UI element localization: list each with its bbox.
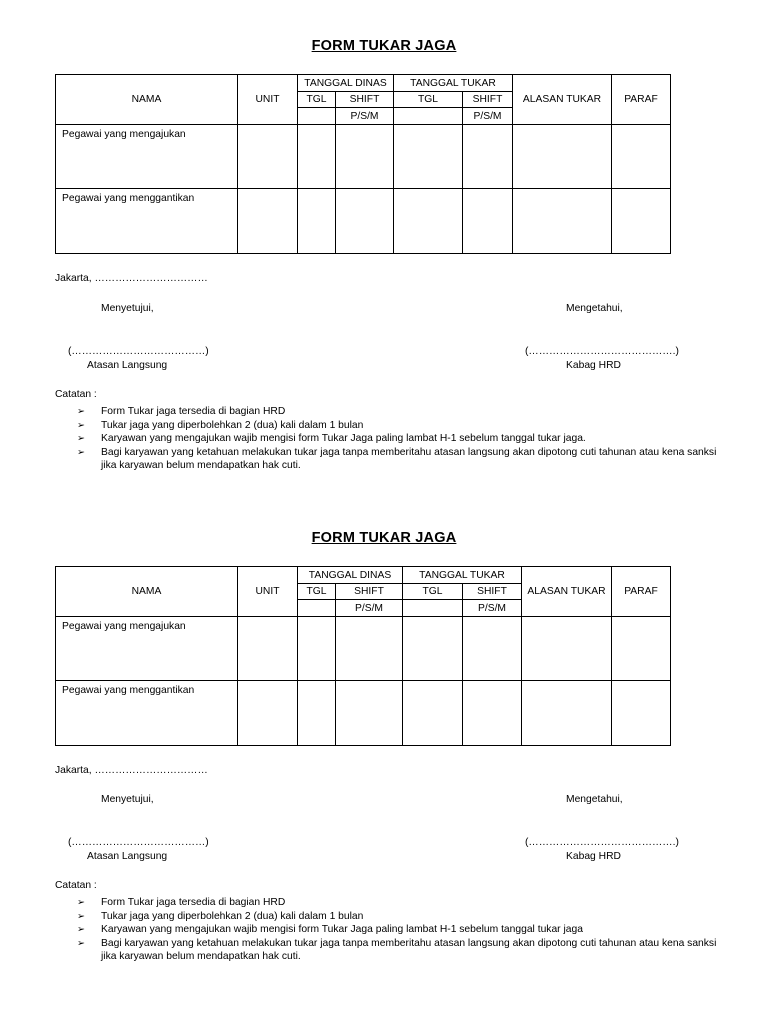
arrow-bullet-icon: ➢: [77, 433, 85, 444]
alasan-cell[interactable]: [522, 681, 612, 746]
shift-tukar-cell[interactable]: [463, 125, 513, 189]
header-nama: NAMA: [56, 75, 238, 125]
shift-dinas-cell[interactable]: [336, 617, 403, 681]
header-alasan-tukar: ALASAN TUKAR: [513, 75, 612, 125]
header-nama: NAMA: [56, 567, 238, 617]
alasan-cell[interactable]: [513, 125, 612, 189]
list-item: ➢ Karyawan yang mengajukan wajib mengisi form Tukar Jaga paling lambat H-1 sebelum tanggal tukar jaga.: [77, 433, 586, 444]
list-item: ➢ Form Tukar jaga tersedia di bagian HRD: [77, 406, 286, 417]
list-item: ➢ Karyawan yang mengajukan wajib mengisi form Tukar Jaga paling lambat H-1 sebelum tanggal tukar jaga: [77, 924, 583, 935]
alasan-cell[interactable]: [522, 617, 612, 681]
tgl-dinas-cell[interactable]: [298, 125, 336, 189]
arrow-bullet-icon: ➢: [77, 446, 85, 458]
alasan-cell[interactable]: [513, 189, 612, 254]
shift-tukar-cell[interactable]: [463, 189, 513, 254]
unit-cell[interactable]: [238, 681, 298, 746]
signer-role-left: Atasan Langsung: [87, 851, 168, 862]
header-psm-tukar: P/S/M: [463, 600, 522, 617]
list-item: ➢ Form Tukar jaga tersedia di bagian HRD: [77, 897, 286, 908]
header-tgl-dinas: TGL: [298, 584, 336, 600]
tgl-tukar-cell[interactable]: [403, 681, 463, 746]
unit-cell[interactable]: [238, 125, 298, 189]
shift-tukar-cell[interactable]: [463, 617, 522, 681]
header-tgl-tukar: TGL: [403, 584, 463, 600]
arrow-bullet-icon: ➢: [77, 406, 85, 417]
tgl-dinas-cell[interactable]: [298, 681, 336, 746]
header-paraf: PARAF: [612, 75, 671, 125]
place-date-line: Jakarta, ……………………………: [55, 273, 208, 284]
notes-title: Catatan :: [55, 389, 97, 400]
tgl-tukar-cell[interactable]: [403, 617, 463, 681]
paraf-cell[interactable]: [612, 189, 671, 254]
header-tanggal-tukar: TANGGAL TUKAR: [394, 75, 513, 92]
shift-tukar-cell[interactable]: [463, 681, 522, 746]
paraf-cell[interactable]: [612, 125, 671, 189]
row-label-menggantikan: Pegawai yang menggantikan: [56, 189, 238, 254]
form-section-1: [0, 38, 768, 530]
header-alasan-tukar: ALASAN TUKAR: [522, 567, 612, 617]
empty-cell: [298, 600, 336, 617]
tgl-dinas-cell[interactable]: [298, 617, 336, 681]
list-item: ➢ Bagi karyawan yang ketahuan melakukan tukar jaga tanpa memberitahu atasan langsung akan dipotong cuti tahunan atau kena sanksi jika karyawan belum mendapatkan hak cuti.: [77, 446, 717, 471]
arrow-bullet-icon: ➢: [77, 910, 85, 922]
unit-cell[interactable]: [238, 617, 298, 681]
tgl-tukar-cell[interactable]: [394, 189, 463, 254]
form-section-2: [0, 530, 768, 1022]
signature-line-left: (…………………………………): [68, 346, 209, 357]
header-tgl-tukar: TGL: [394, 92, 463, 108]
header-psm-dinas: P/S/M: [336, 600, 403, 617]
table-row: [56, 681, 671, 746]
tgl-dinas-cell[interactable]: [298, 189, 336, 254]
empty-cell: [394, 108, 463, 125]
header-shift-dinas: SHIFT: [336, 92, 394, 108]
notes-block: [55, 389, 721, 473]
header-tanggal-dinas: TANGGAL DINAS: [298, 75, 394, 92]
notes-title: Catatan :: [55, 880, 97, 891]
arrow-bullet-icon: ➢: [77, 924, 85, 935]
signer-role-left: Atasan Langsung: [87, 360, 168, 371]
unit-cell[interactable]: [238, 189, 298, 254]
list-item: ➢ Tukar jaga yang diperbolehkan 2 (dua) kali dalam 1 bulan: [77, 419, 364, 431]
exchange-table: [55, 74, 671, 254]
paraf-cell[interactable]: [612, 617, 671, 681]
row-label-mengajukan: Pegawai yang mengajukan: [56, 617, 238, 681]
row-label-mengajukan: Pegawai yang mengajukan: [56, 125, 238, 189]
notes-block: [55, 880, 721, 964]
list-item: ➢ Bagi karyawan yang ketahuan melakukan tukar jaga tanpa memberitahu atasan langsung akan dipotong cuti tahunan atau kena sanksi jika karyawan belum mendapatkan hak cuti.: [77, 937, 717, 962]
signer-role-right: Kabag HRD: [566, 360, 621, 371]
shift-dinas-cell[interactable]: [336, 125, 394, 189]
header-unit: UNIT: [238, 567, 298, 617]
approve-label: Menyetujui,: [101, 794, 154, 805]
form-title: FORM TUKAR JAGA: [311, 530, 457, 546]
shift-dinas-cell[interactable]: [336, 681, 403, 746]
arrow-bullet-icon: ➢: [77, 897, 85, 908]
empty-cell: [298, 108, 336, 125]
header-tanggal-tukar: TANGGAL TUKAR: [403, 567, 522, 584]
signer-role-right: Kabag HRD: [566, 851, 621, 862]
table-row: [56, 125, 671, 189]
header-unit: UNIT: [238, 75, 298, 125]
exchange-table: [55, 566, 671, 746]
arrow-bullet-icon: ➢: [77, 937, 85, 949]
header-paraf: PARAF: [612, 567, 671, 617]
table-row: [56, 617, 671, 681]
signature-line-left: (…………………………………): [68, 837, 209, 848]
header-tanggal-dinas: TANGGAL DINAS: [298, 567, 403, 584]
place-date-line: Jakarta, ……………………………: [55, 765, 208, 776]
acknowledge-label: Mengetahui,: [566, 794, 623, 805]
arrow-bullet-icon: ➢: [77, 419, 85, 431]
signature-line-right: (…………………………………….): [525, 346, 679, 357]
table-row: [56, 189, 671, 254]
list-item: ➢ Tukar jaga yang diperbolehkan 2 (dua) kali dalam 1 bulan: [77, 910, 364, 922]
header-shift-tukar: SHIFT: [463, 92, 513, 108]
header-tgl-dinas: TGL: [298, 92, 336, 108]
tgl-tukar-cell[interactable]: [394, 125, 463, 189]
header-shift-dinas: SHIFT: [336, 584, 403, 600]
empty-cell: [403, 600, 463, 617]
paraf-cell[interactable]: [612, 681, 671, 746]
form-title: FORM TUKAR JAGA: [311, 38, 457, 54]
acknowledge-label: Mengetahui,: [566, 303, 623, 314]
header-psm-dinas: P/S/M: [336, 108, 394, 125]
header-psm-tukar: P/S/M: [463, 108, 513, 125]
header-shift-tukar: SHIFT: [463, 584, 522, 600]
approve-label: Menyetujui,: [101, 303, 154, 314]
row-label-menggantikan: Pegawai yang menggantikan: [56, 681, 238, 746]
signature-line-right: (…………………………………….): [525, 837, 679, 848]
shift-dinas-cell[interactable]: [336, 189, 394, 254]
